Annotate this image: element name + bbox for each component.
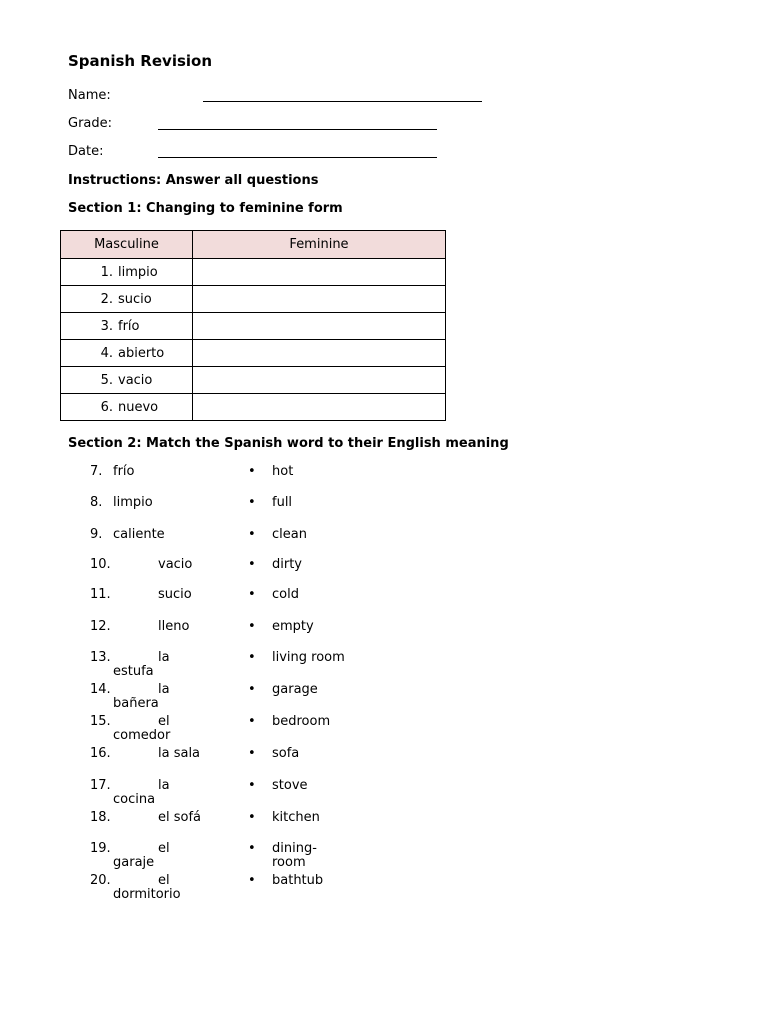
feminine-answer-cell[interactable]	[193, 286, 446, 313]
spanish-word-continued: estufa	[113, 664, 154, 679]
masculine-word: sucio	[118, 291, 152, 307]
bullet-icon: •	[248, 810, 256, 825]
item-number: 13.	[90, 650, 111, 665]
row-number: 1.	[100, 264, 113, 280]
table-row	[61, 367, 446, 394]
bullet-icon: •	[248, 873, 256, 888]
feminine-answer-cell[interactable]	[193, 340, 446, 367]
item-number: 16.	[90, 746, 111, 761]
section2-heading: Section 2: Match the Spanish word to their English meaning	[68, 436, 509, 451]
spanish-word: lleno	[158, 619, 190, 634]
item-number: 10.	[90, 557, 111, 572]
bullet-icon: •	[248, 841, 256, 856]
spanish-word: caliente	[113, 527, 165, 542]
item-number: 20.	[90, 873, 111, 888]
masculine-word: nuevo	[118, 399, 159, 415]
spanish-word: el	[158, 841, 170, 856]
spanish-word: limpio	[113, 495, 153, 510]
masculine-cell	[61, 313, 193, 340]
row-number: 6.	[100, 399, 113, 415]
feminine-form-table	[60, 230, 446, 421]
match-item	[0, 779, 768, 809]
spanish-word: la	[158, 682, 170, 697]
date-blank-line[interactable]	[158, 157, 437, 158]
english-word: living room	[272, 650, 345, 665]
row-number: 2.	[100, 291, 113, 307]
spanish-word: frío	[113, 464, 135, 479]
masculine-cell	[61, 394, 193, 421]
table-row	[61, 313, 446, 340]
instructions: Instructions: Answer all questions	[68, 173, 319, 188]
bullet-icon: •	[248, 587, 256, 602]
match-item	[0, 715, 768, 745]
masculine-word: vacio	[118, 372, 153, 388]
row-number: 5.	[100, 372, 113, 388]
masculine-word: limpio	[118, 264, 158, 280]
table-row	[61, 394, 446, 421]
match-item	[0, 842, 768, 872]
item-number: 12.	[90, 619, 111, 634]
item-number: 14.	[90, 682, 111, 697]
spanish-word: la	[158, 778, 170, 793]
english-word: sofa	[272, 746, 300, 761]
bullet-icon: •	[248, 464, 256, 479]
feminine-answer-cell[interactable]	[193, 259, 446, 286]
table-header-row	[61, 231, 446, 259]
spanish-word-continued: cocina	[113, 792, 156, 807]
english-word: bathtub	[272, 873, 324, 888]
item-number: 7.	[90, 464, 103, 479]
match-item	[0, 651, 768, 681]
date-label: Date:	[68, 144, 104, 159]
masculine-cell	[61, 340, 193, 367]
english-word: clean	[272, 527, 307, 542]
spanish-word: vacio	[158, 557, 193, 572]
grade-label: Grade:	[68, 116, 113, 131]
english-word-continued: room	[272, 855, 306, 870]
item-number: 19.	[90, 841, 111, 856]
bullet-icon: •	[248, 682, 256, 697]
english-word: dining-	[272, 841, 317, 856]
name-label: Name:	[68, 88, 111, 103]
masculine-cell	[61, 259, 193, 286]
table-row	[61, 259, 446, 286]
match-item	[0, 683, 768, 713]
bullet-icon: •	[248, 650, 256, 665]
feminine-answer-cell[interactable]	[193, 367, 446, 394]
match-item	[0, 874, 768, 904]
spanish-word: la sala	[158, 746, 201, 761]
bullet-icon: •	[248, 746, 256, 761]
english-word: kitchen	[272, 810, 320, 825]
spanish-word: la	[158, 650, 170, 665]
item-number: 17.	[90, 778, 111, 793]
bullet-icon: •	[248, 495, 256, 510]
page-title: Spanish Revision	[68, 52, 213, 70]
masculine-word: abierto	[118, 345, 165, 361]
english-word: garage	[272, 682, 318, 697]
english-word: cold	[272, 587, 299, 602]
spanish-word: el	[158, 873, 170, 888]
english-word: hot	[272, 464, 294, 479]
row-number: 4.	[100, 345, 113, 361]
row-number: 3.	[100, 318, 113, 334]
bullet-icon: •	[248, 778, 256, 793]
spanish-word-continued: dormitorio	[113, 887, 181, 902]
item-number: 15.	[90, 714, 111, 729]
item-number: 8.	[90, 495, 103, 510]
bullet-icon: •	[248, 557, 256, 572]
spanish-word: el sofá	[158, 810, 202, 825]
feminine-answer-cell[interactable]	[193, 313, 446, 340]
item-number: 9.	[90, 527, 103, 542]
spanish-word-continued: comedor	[113, 728, 171, 743]
item-number: 11.	[90, 587, 111, 602]
bullet-icon: •	[248, 714, 256, 729]
name-blank-line[interactable]	[203, 101, 482, 102]
masculine-cell	[61, 286, 193, 313]
col-masculine-header: Masculine	[61, 231, 193, 259]
table-row	[61, 286, 446, 313]
english-word: dirty	[272, 557, 302, 572]
section1-heading: Section 1: Changing to feminine form	[68, 201, 343, 216]
feminine-answer-cell[interactable]	[193, 394, 446, 421]
spanish-word: sucio	[158, 587, 192, 602]
col-feminine-header: Feminine	[193, 231, 446, 259]
english-word: bedroom	[272, 714, 331, 729]
spanish-word: el	[158, 714, 170, 729]
item-number: 18.	[90, 810, 111, 825]
english-word: stove	[272, 778, 308, 793]
spanish-word-continued: bañera	[113, 696, 159, 711]
table-row	[61, 340, 446, 367]
masculine-cell	[61, 367, 193, 394]
english-word: full	[272, 495, 293, 510]
masculine-word: frío	[118, 318, 140, 334]
english-word: empty	[272, 619, 314, 634]
bullet-icon: •	[248, 619, 256, 634]
spanish-word-continued: garaje	[113, 855, 155, 870]
grade-blank-line[interactable]	[158, 129, 437, 130]
bullet-icon: •	[248, 527, 256, 542]
